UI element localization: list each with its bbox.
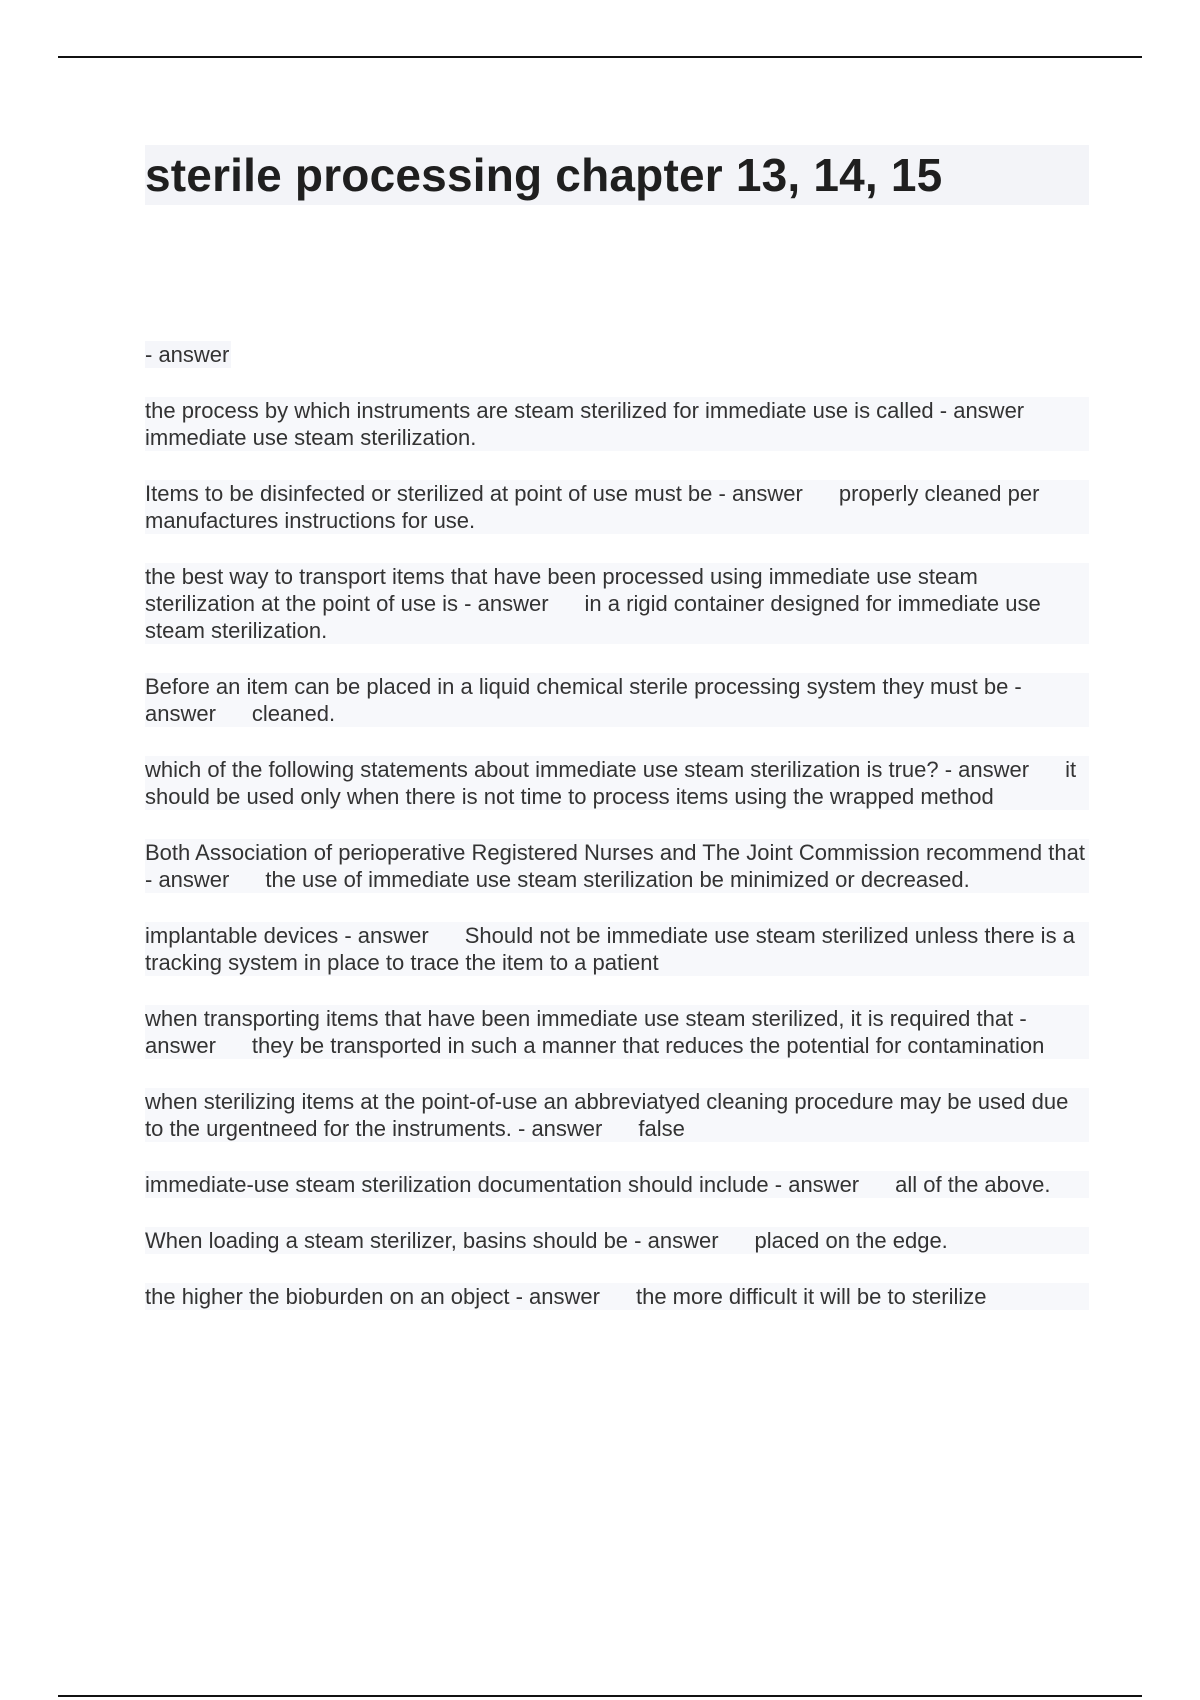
- answer-text: properly cleaned per manufactures instructions for use.: [145, 481, 1040, 533]
- answer-text: cleaned.: [251, 701, 336, 726]
- question-text: Both Association of perioperative Registered Nurses and The Joint Commission recommend that - answer: [145, 840, 1085, 892]
- question-text: Before an item can be placed in a liquid chemical sterile processing system they must be - answer: [145, 674, 1022, 726]
- answer-text: in a rigid container designed for immediate use steam sterilization.: [145, 591, 1041, 643]
- question-text: When loading a steam sterilizer, basins should be - answer: [145, 1228, 719, 1253]
- qa-item: [145, 922, 1089, 976]
- qa-item: [145, 1088, 1089, 1142]
- question-text: implantable devices - answer: [145, 923, 429, 948]
- question-text: Items to be disinfected or sterilized at point of use must be - answer: [145, 481, 803, 506]
- answer-text: they be transported in such a manner that reduces the potential for contamination: [251, 1033, 1045, 1058]
- question-text: the process by which instruments are steam sterilized for immediate use is called - answer: [145, 398, 1025, 423]
- question-answer-list: [145, 397, 1089, 1310]
- answer-text: all of the above.: [895, 1172, 1051, 1197]
- answer-text: it should be used only when there is not time to process items using the wrapped method: [145, 757, 1077, 809]
- question-text: which of the following statements about immediate use steam sterilization is true? - answer: [145, 757, 1030, 782]
- header-rule: [58, 56, 1142, 58]
- qa-item: [145, 1227, 1089, 1254]
- question-text: the best way to transport items that have been processed using immediate use steam sterilization at the point of use is - answer: [145, 564, 978, 616]
- qa-item: [145, 673, 1089, 727]
- answer-text: the use of immediate use steam sterilization be minimized or decreased.: [265, 867, 970, 892]
- question-text: when sterilizing items at the point-of-use an abbreviatyed cleaning procedure may be used due to the urgentneed for the instruments. - answer: [145, 1089, 1069, 1141]
- qa-item: [145, 1283, 1089, 1310]
- footer-rule: [58, 1695, 1142, 1697]
- answer-text: immediate use steam sterilization.: [145, 425, 477, 450]
- answer-text: Should not be immediate use steam sterilized unless there is a tracking system in place to trace the item to a patient: [145, 923, 1075, 975]
- question-text: immediate-use steam sterilization documentation should include - answer: [145, 1172, 860, 1197]
- qa-item: [145, 480, 1089, 534]
- answer-text: placed on the edge.: [754, 1228, 948, 1253]
- qa-item: [145, 1171, 1089, 1198]
- qa-item: [145, 1005, 1089, 1059]
- answer-text: the more difficult it will be to sterilize: [635, 1284, 987, 1309]
- qa-item: [145, 397, 1089, 451]
- question-text: the higher the bioburden on an object - answer: [145, 1284, 600, 1309]
- document-title: sterile processing chapter 13, 14, 15: [145, 145, 1089, 205]
- answer-text: false: [638, 1116, 685, 1141]
- question-text: when transporting items that have been immediate use steam sterilized, it is required that - answer: [145, 1006, 1027, 1058]
- document-body: [145, 145, 1089, 1310]
- qa-item: [145, 563, 1089, 644]
- qa-item: [145, 839, 1089, 893]
- qa-item: [145, 756, 1089, 810]
- intro-answer-line: - answer: [145, 342, 230, 367]
